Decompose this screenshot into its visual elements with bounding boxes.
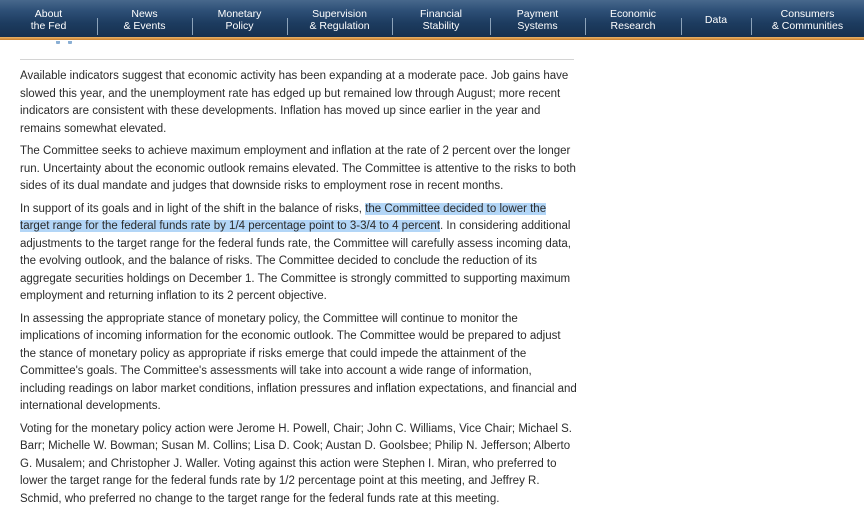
paragraph-text: Available indicators suggest that economic activity has been expanding at a moderate pace. Job gains have slowed this year, and the unemployment rate has edged up but remained low through August; more recent indicators are consistent with these developments. Inflation has moved up since earlier in the year and remains somewhat elevated.: [20, 70, 569, 135]
content-top-divider: [20, 59, 574, 60]
paragraph-economic-activity: [20, 68, 577, 138]
paragraph-text: . In considering additional adjustments to the target range for the federal funds rate, the Committee will carefully assess incoming data, the evolving outlook, and the balance of risks. The Committee decided to conclude the reduction of its aggregate securities holdings on December 1. The Committee is strongly committed to supporting maximum employment and returning inflation to its 2 percent objective.: [20, 220, 572, 302]
clipped-text-remnant: [68, 41, 72, 44]
nav-item-financial-stability[interactable]: [392, 0, 490, 37]
nav-item-label-line1: Data: [704, 13, 728, 26]
fomc-statement-content: [20, 59, 577, 508]
nav-item-label-line1: News: [131, 7, 158, 20]
nav-divider: [681, 18, 682, 35]
primary-navigation: [0, 0, 864, 37]
nav-divider: [585, 18, 586, 35]
nav-item-payment-systems[interactable]: [490, 0, 585, 37]
paragraph-policy-stance: [20, 311, 577, 416]
paragraph-text: In assessing the appropriate stance of monetary policy, the Committee will continue to monitor the implications of incoming information for the economic outlook. The Committee would be prepared to adjust the stance of monetary policy as appropriate if risks emerge that could impede the attainment of the Committee's goals. The Committee's assessments will take into account a wide range of information, including readings on labor market conditions, inflation pressures and inflation expectations, and financial and international developments.: [20, 312, 577, 412]
nav-item-supervision-regulation[interactable]: [287, 0, 392, 37]
nav-item-label-line2: Research: [610, 19, 656, 32]
paragraph-text: The Committee seeks to achieve maximum employment and inflation at the rate of 2 percent over the longer run. Uncertainty about the economic outlook remains elevated. The Committee is attentive to the risks to both sides of its dual mandate and judges that downside risks to employment rose in recent months.: [20, 145, 576, 192]
nav-item-label-line2: & Events: [123, 19, 166, 32]
nav-item-label-line1: About: [34, 7, 63, 20]
nav-item-label-line2: & Communities: [771, 19, 844, 32]
nav-item-label-line1: Consumers: [780, 7, 835, 20]
nav-item-consumers-communities[interactable]: [751, 0, 864, 37]
clipped-text-remnant: [56, 41, 60, 44]
nav-item-news-events[interactable]: [97, 0, 192, 37]
nav-accent-bar: [0, 37, 864, 40]
nav-item-label-line1: Financial: [419, 7, 463, 20]
paragraph-committee-goals: [20, 143, 577, 196]
nav-divider: [392, 18, 393, 35]
nav-item-label-line2: Systems: [517, 19, 558, 32]
nav-item-label-line2: & Regulation: [309, 19, 370, 32]
nav-item-label-line1: Monetary: [217, 7, 262, 20]
nav-item-economic-research[interactable]: [585, 0, 681, 37]
nav-item-monetary-policy[interactable]: [192, 0, 287, 37]
nav-divider: [490, 18, 491, 35]
nav-item-label-line2: Policy: [225, 19, 254, 32]
paragraph-voting-record: [20, 421, 577, 509]
nav-item-data[interactable]: [681, 0, 751, 37]
nav-item-label-line2: Stability: [422, 19, 460, 32]
clipped-text-remnants: [56, 41, 72, 44]
nav-item-label-line1: Supervision: [312, 7, 367, 20]
nav-item-label-line2: the Fed: [30, 19, 67, 32]
paragraph-text: Voting for the monetary policy action were Jerome H. Powell, Chair; John C. Williams, Vice Chair; Michael S. Barr; Michelle W. Bowman; Susan M. Collins; Lisa D. Cook; Austan D. Goolsbee; Philip N. Jefferson; Alberto G. Musalem; and Christopher J. Waller. Voting against this action were Stephen I. Miran, who preferred to lower the target range for the federal funds rate by 1/2 percentage point at this meeting, and Jeffrey R. Schmid, who preferred no change to the target range for the federal funds rate at this meeting.: [20, 422, 573, 505]
selected-text: the Committee decided to lower the target range for the federal funds rate by 1/4 percentage point to 3-3/4 to 4 percent: [20, 202, 547, 232]
nav-divider: [287, 18, 288, 35]
nav-item-about-the-fed[interactable]: [0, 0, 97, 37]
paragraph-policy-decision: [20, 201, 577, 306]
nav-item-label-line1: Economic: [609, 7, 657, 20]
nav-divider: [97, 18, 98, 35]
paragraph-text: In support of its goals and in light of the shift in the balance of risks,: [20, 202, 366, 215]
nav-divider: [192, 18, 193, 35]
nav-item-label-line1: Payment: [516, 7, 559, 20]
nav-divider: [751, 18, 752, 35]
